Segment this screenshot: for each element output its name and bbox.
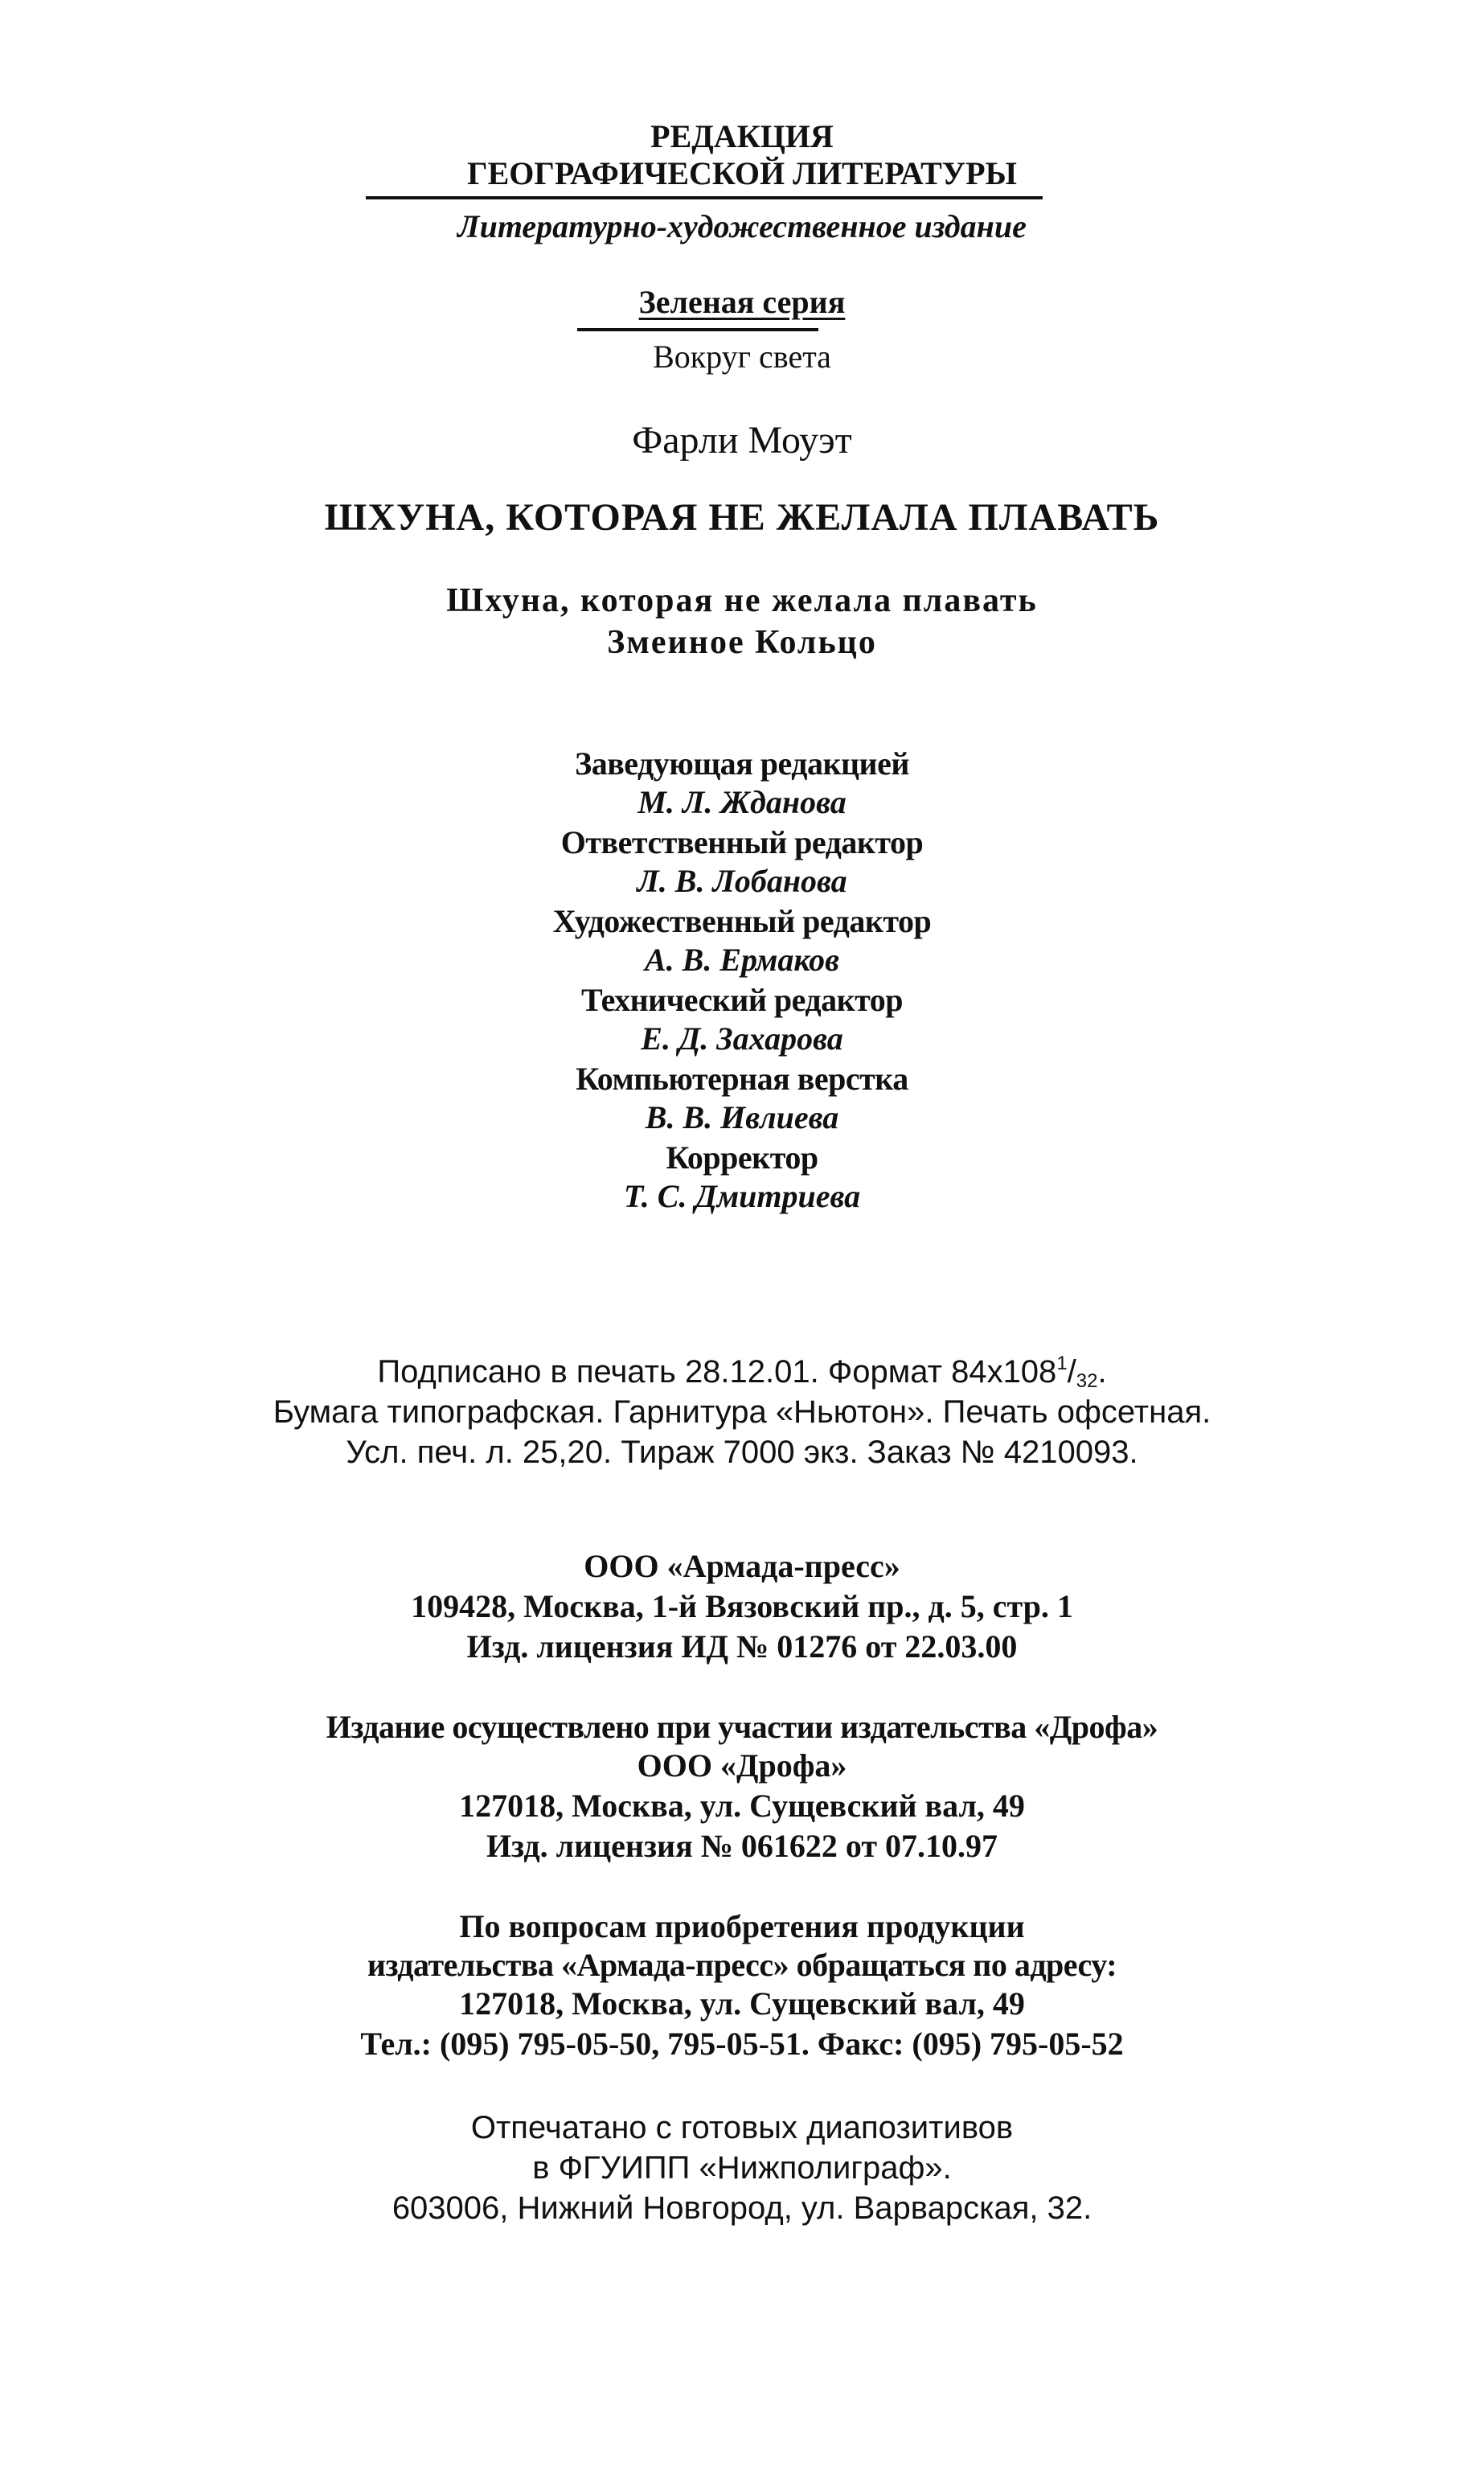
series-title: Зеленая серия — [638, 284, 846, 320]
printer-line1: Отпечатано с готовых диапозитивов — [470, 2110, 1014, 2145]
credit-role: Художественный редактор — [552, 903, 932, 939]
credit-role: Заведующая редакцией — [575, 745, 909, 782]
print-info-line1: Подписано в печать 28.12.01. Формат $84x108^1/_{32}$. — [377, 1353, 1107, 1392]
contacts-phones: Тел.: (095) 795-05-50, 795-05-51. Факс: (095) 795-05-52 — [360, 2026, 1124, 2062]
credit-name: Л. В. Лобанова — [637, 863, 847, 899]
contacts-line1: По вопросам приобретения продукции — [459, 1908, 1025, 1944]
publisher-address: 109428, Москва, 1-й Вязовский пр., д. 5, стр. 1 — [411, 1588, 1073, 1624]
printer-line2: в ФГУИПП «Нижполиграф». — [532, 2150, 952, 2186]
credit-name: Т. С. Дмитриева — [623, 1178, 861, 1214]
credit-name: Е. Д. Захарова — [641, 1020, 843, 1057]
credit-name: М. Л. Жданова — [637, 784, 847, 820]
publisher-department-line1: РЕДАКЦИЯ — [650, 118, 834, 154]
print-info-line3: Усл. печ. л. 25,20. Тираж 7000 экз. Заказ № 4210093. — [346, 1435, 1138, 1470]
partner-note: Издание осуществлено при участии издательства «Дрофа» — [326, 1709, 1158, 1745]
credit-role: Ответственный редактор — [560, 824, 924, 860]
contents-item: Змеиное Кольцо — [607, 624, 877, 661]
printer-line3: 603006, Нижний Новгород, ул. Варварская, 32. — [391, 2190, 1093, 2226]
header-divider — [366, 196, 1043, 199]
credit-name: А. В. Ермаков — [644, 942, 840, 978]
publisher-license: Изд. лицензия ИД № 01276 от 22.03.00 — [466, 1628, 1018, 1665]
contacts-line2: издательства «Армада-пресс» обращаться по адресу: — [367, 1947, 1117, 1983]
publisher-name: ООО «Армада-пресс» — [584, 1548, 900, 1584]
credit-role: Корректор — [666, 1139, 818, 1176]
book-title: ШХУНА, КОТОРАЯ НЕ ЖЕЛАЛА ПЛАВАТЬ — [324, 496, 1160, 539]
contacts-address: 127018, Москва, ул. Сущевский вал, 49 — [459, 1985, 1025, 2022]
contents-item: Шхуна, которая не желала плавать — [446, 582, 1038, 619]
credit-role: Технический редактор — [580, 982, 904, 1018]
series-subtitle: Вокруг света — [653, 339, 831, 375]
partner-name: ООО «Дрофа» — [637, 1747, 847, 1784]
edition-type: Литературно-художественное издание — [457, 208, 1027, 244]
series-divider — [577, 328, 818, 331]
print-info-line2: Бумага типографская. Гарнитура «Ньютон». Печать офсетная. — [273, 1394, 1211, 1430]
credit-name: В. В. Ивлиева — [645, 1099, 839, 1135]
book-author: Фарли Моуэт — [632, 419, 852, 462]
partner-address: 127018, Москва, ул. Сущевский вал, 49 — [459, 1788, 1025, 1824]
partner-license: Изд. лицензия № 061622 от 07.10.97 — [486, 1828, 998, 1864]
publisher-department-line2: ГЕОГРАФИЧЕСКОЙ ЛИТЕРАТУРЫ — [467, 155, 1017, 191]
credit-role: Компьютерная верстка — [576, 1061, 908, 1097]
